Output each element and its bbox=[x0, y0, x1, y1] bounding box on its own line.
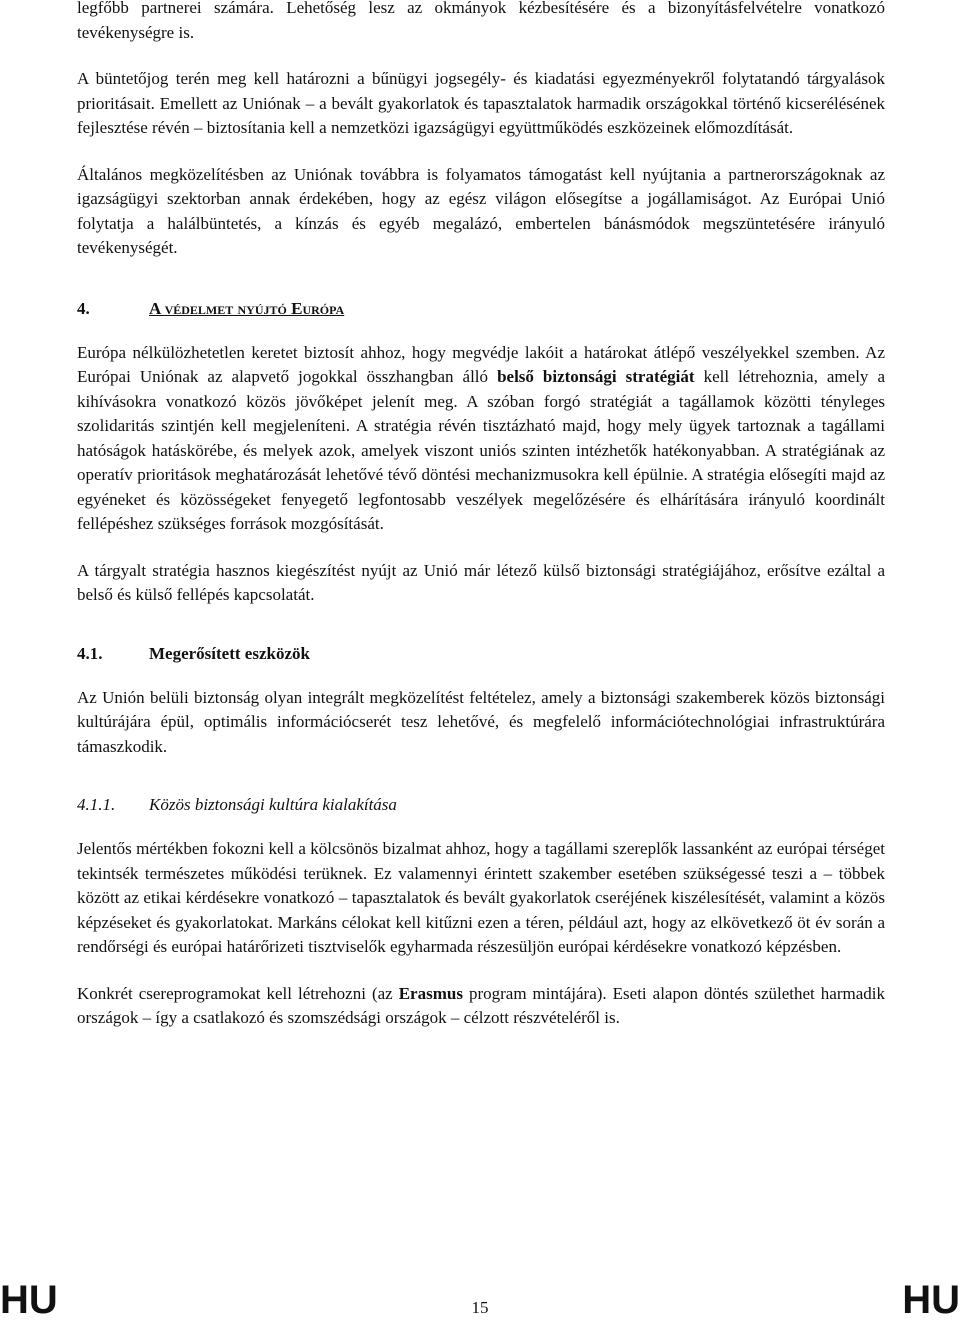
paragraph-6: Az Unión belüli biztonság olyan integrált megközelítést feltételez, amely a biztonsági szakemberek közös biztonsági kultúrájára épül, optimális információcserét tesz lehetővé, és megfelelő információtechnológiai infrastruktúrára támaszkodik. bbox=[77, 687, 885, 756]
paragraph-7: Jelentős mértékben fokozni kell a kölcsönös bizalmat ahhoz, hogy a tagállami szereplők lassanként az európai térséget tekintsék természetes működési terüknek. Ez valamennyi érintett szakember esetében szükségessé teszi a – többek között az etikai kérdésekre vonatkozó – tapasztalatok és bevált gyakorlatok cseréjének kiszélesítését, valamint a közös képzéseket és gyakorlatokat. Markáns célokat kell kitűzni ezen a téren, például azt, hogy az elkövetkező öt év során a rendőrségi és európai határőrizeti tisztviselők egyharmada részesüljön európai kérdésekre vonatkozó képzésben. bbox=[77, 839, 885, 956]
section-title: Közös biztonsági kultúra kialakítása bbox=[149, 795, 397, 814]
section-heading-4-1 bbox=[77, 642, 885, 666]
section-number: 4.1. bbox=[77, 643, 103, 663]
page-number: 15 bbox=[471, 1298, 489, 1317]
document-page bbox=[77, 0, 885, 1031]
section-number: 4. bbox=[77, 298, 90, 318]
emphasis-internal-security-strategy: belső biztonsági stratégiát bbox=[497, 367, 695, 386]
section-heading-4-1-1 bbox=[77, 793, 885, 817]
paragraph-4: Európa nélkülözhetetlen keretet biztosít ahhoz, hogy megvédje lakóit a határokat átlépő veszélyekkel szemben. Az Európai Uniónak az alapvető jogokkal összhangban álló belső biztonsági stratégiát kell létrehoznia, amely a kihívásokra vonatkozó közös jövőképet jelenít meg. A szóban forgó stratégiát a tagállamok közötti tényleges szolidaritás szintjén kell megjeleníteni. A stratégia révén tisztázható majd, hogy mely ügyek tartoznak a tagállami hatóságok hatáskörébe, és melyek azok, amelyek viszont uniós szinten intézhetők hatékonyabban. A stratégiának az operatív prioritások meghatározását lehetővé tévő döntési mechanizmusokra kell épülnie. A stratégia elősegíti majd az egyéneket és közösségeket fenyegető legfontosabb veszélyek megelőzésére és elhárítására irányuló koordinált fellépéshez szükséges források mozgósítását. bbox=[77, 342, 885, 533]
section-title: Megerősített eszközök bbox=[149, 643, 310, 663]
paragraph-2: A büntetőjog terén meg kell határozni a bűnügyi jogsegély- és kiadatási egyezményekről folytatandó tárgyalások prioritásait. Emellett az Uniónak – a bevált gyakorlatok és tapasztalatok harmadik országokkal történő kicserélésének fejlesztése révén – biztosítania kell a nemzetközi igazságügyi együttműködés eszközeinek előmozdítását. bbox=[77, 69, 885, 137]
section-number: 4.1.1. bbox=[77, 795, 116, 814]
section-heading-4 bbox=[77, 297, 885, 321]
paragraph-8: Konkrét csereprogramokat kell létrehozni (az Erasmus program mintájára). Eseti alapon döntés születhet harmadik országok – így a csatlakozó és szomszédsági országok – célzott részvételéről is. bbox=[77, 983, 885, 1027]
section-title: A védelmet nyújtó Európa bbox=[149, 298, 345, 318]
paragraph-5: A tárgyalt stratégia hasznos kiegészítést nyújt az Unió már létező külső biztonsági stratégiájához, erősítve ezáltal a belső és külső fellépés kapcsolatát. bbox=[77, 560, 885, 604]
paragraph-3: Általános megközelítésben az Uniónak továbbra is folyamatos támogatást kell nyújtania a partnerországoknak az igazságügyi szektorban annak érdekében, hogy az egész világon elősegítse a jogállamiságot. Az Európai Unió folytatja a halálbüntetés, a kínzás és egyéb megalázó, embertelen bánásmódok megszüntetésére irányuló tevékenységét. bbox=[77, 164, 885, 257]
language-code-right: HU bbox=[902, 1278, 960, 1322]
paragraph-1: legfőbb partnerei számára. Lehetőség lesz az okmányok kézbesítésére és a bizonyításfelvételre vonatkozó tevékenységre is. bbox=[77, 0, 885, 42]
language-code-left: HU bbox=[0, 1278, 58, 1322]
emphasis-erasmus: Erasmus bbox=[398, 983, 463, 1003]
